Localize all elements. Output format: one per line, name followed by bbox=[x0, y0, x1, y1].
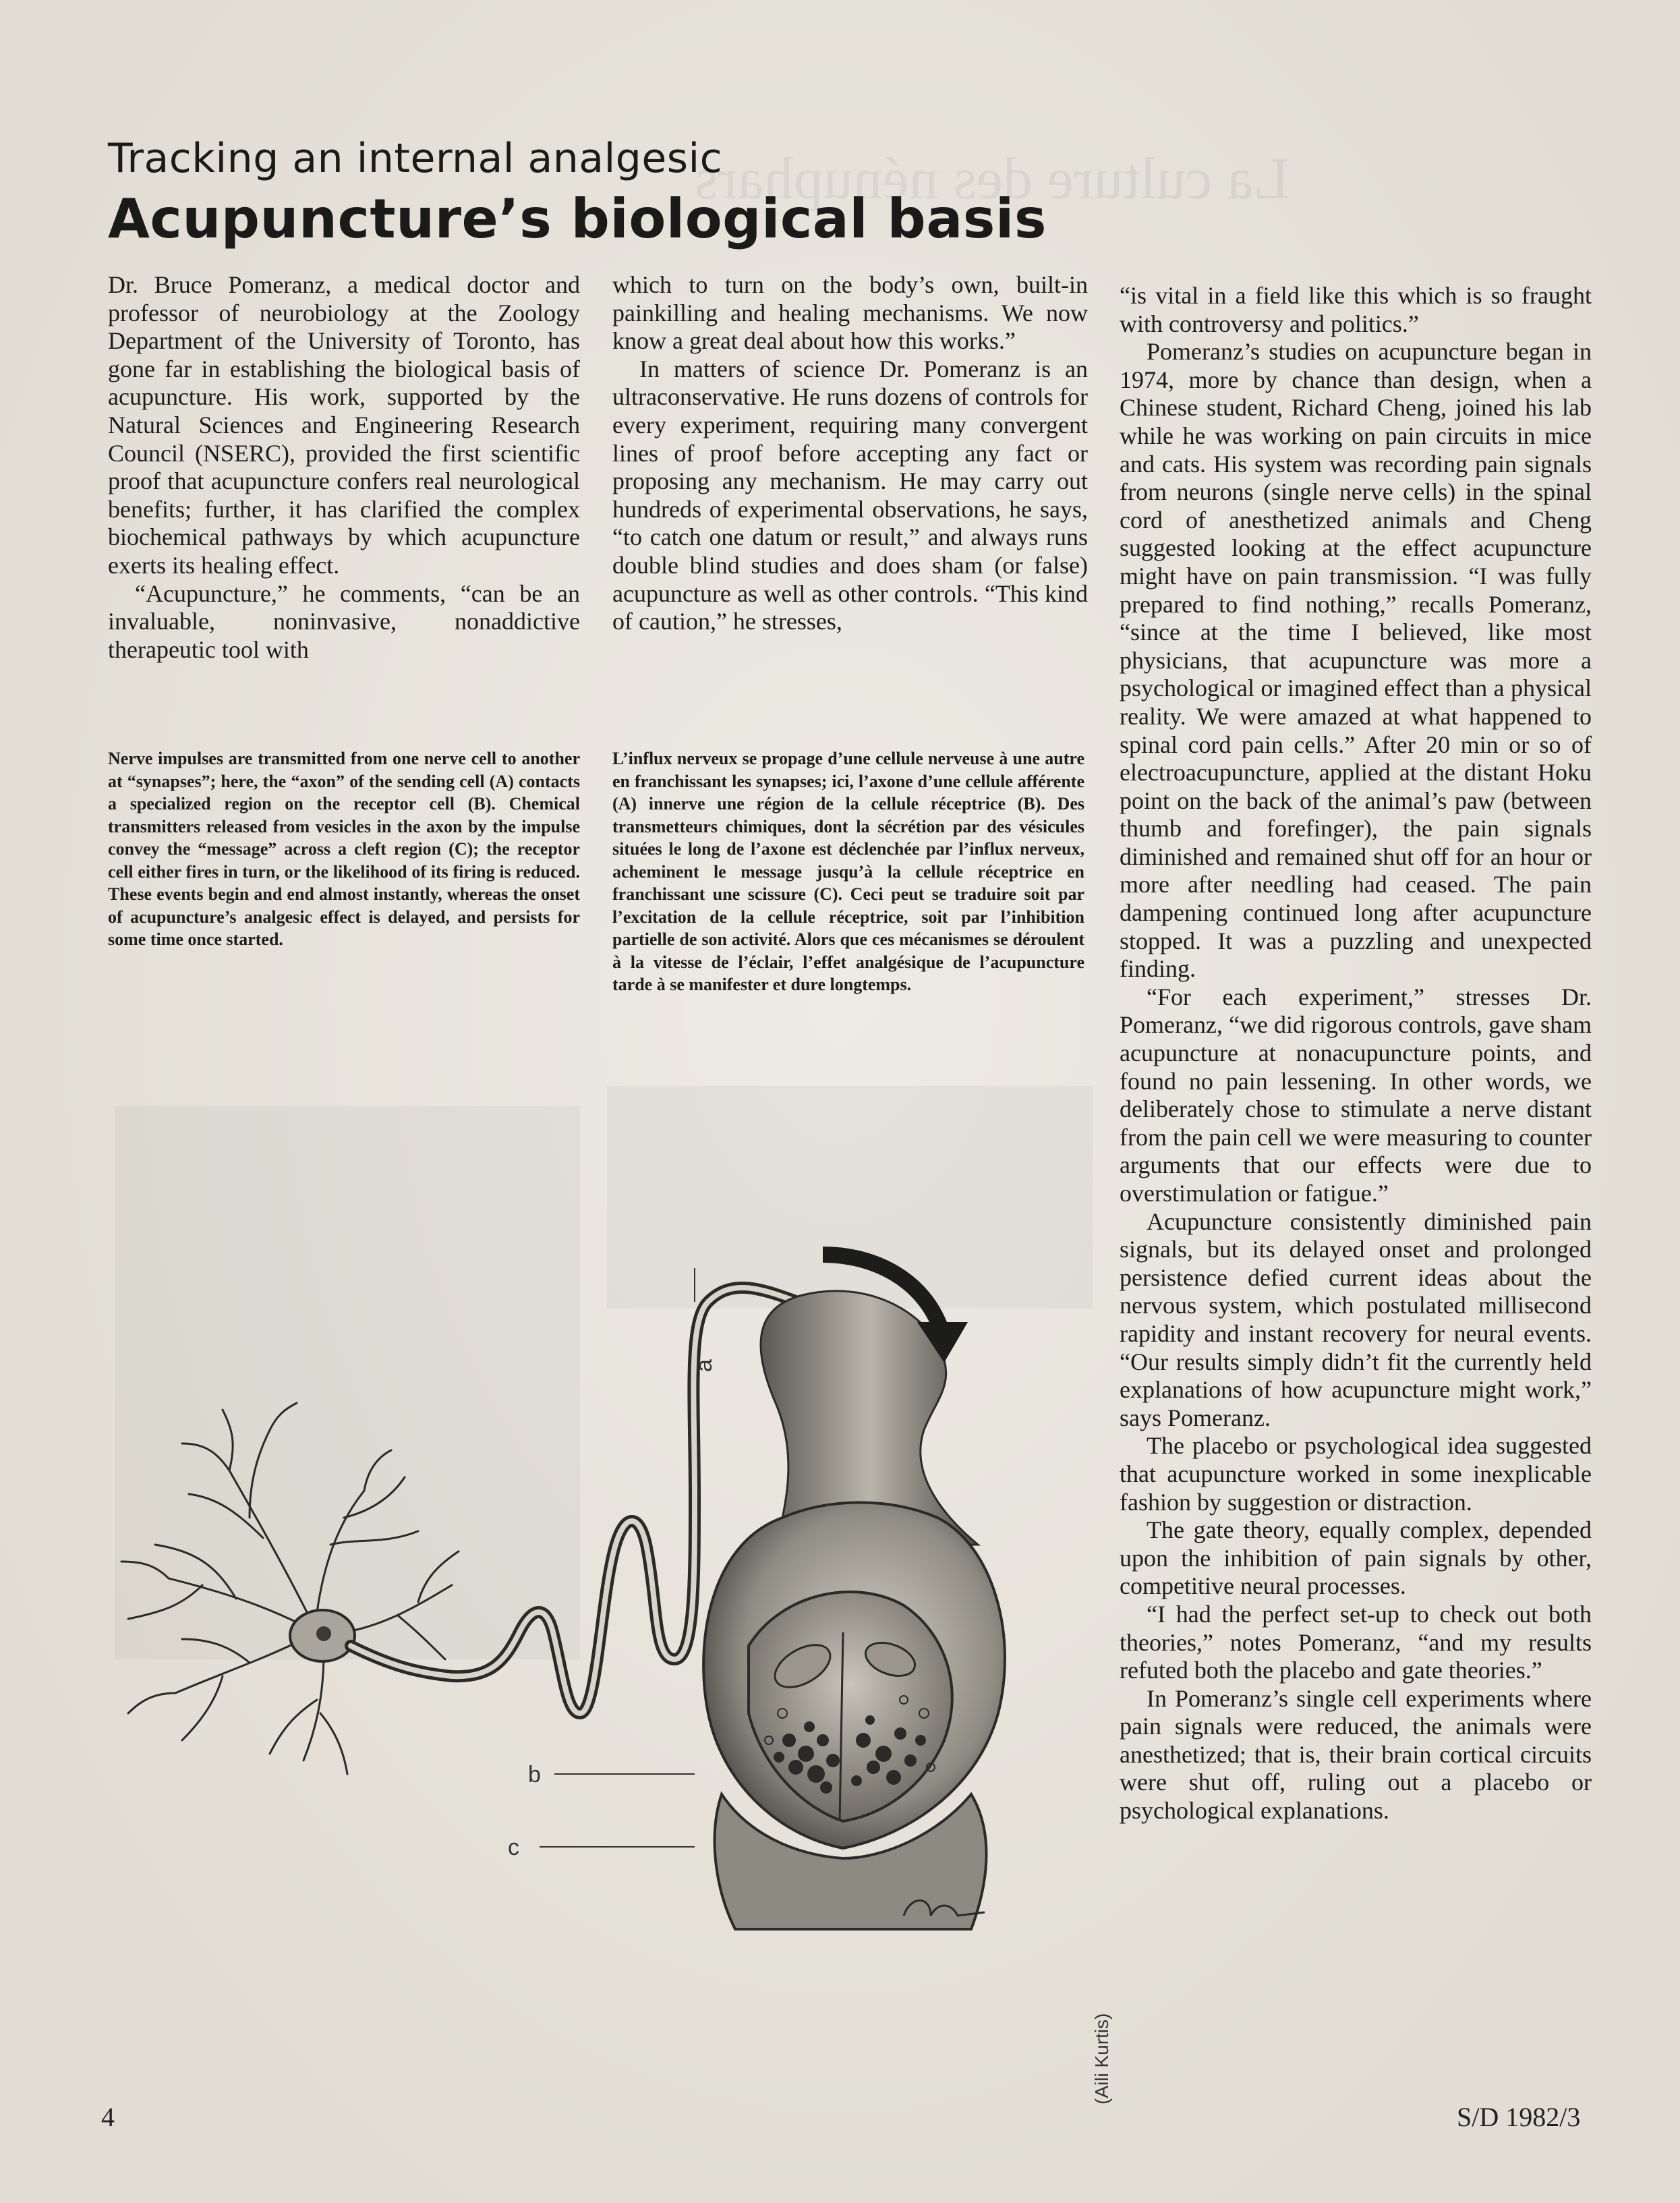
synapse-illustration bbox=[101, 1228, 1093, 1970]
headline: Acupuncture’s biological basis bbox=[108, 188, 1047, 250]
label-a: a bbox=[691, 1359, 717, 1372]
caption-french: L’influx nerveux se propage d’une cellule nerveuse à une autre en franchissant les synapses; ici, l’axone d’une cellule afférente (A) innerve une région de la cellule réceptrice (B). Des transmetteurs chimiques, dont la sécrétion par des vésicules situées le long de l’axone est déclenchée par l’influx nerveux, acheminent le message jusqu’à la cellule réceptrice en franchissant une scissure (C). Ceci peut se traduire soit par l’excitation de la cellule réceptrice, soit par l’inhibition partielle de son activité. Alors que ces mécanismes se déroulent à la vitesse de l’éclair, l’effet analgésique de l’acupuncture tarde à se manifester et dure longtemps. bbox=[612, 749, 1084, 994]
body-column-3 bbox=[1120, 282, 1592, 1825]
kicker: Tracking an internal analgesic bbox=[108, 135, 723, 182]
paragraph: “Acupuncture,” he comments, “can be an invaluable, noninvasive, nonaddictive therapeutic tool with bbox=[108, 579, 580, 663]
paragraph: “I had the perfect set-up to check out both theories,” notes Pomeranz, “and my results refuted both the placebo and gate theories.” bbox=[1120, 1600, 1592, 1684]
paragraph: “is vital in a field like this which is so fraught with controversy and politics.” bbox=[1120, 282, 1592, 337]
paragraph: The placebo or psychological idea suggested that acupuncture worked in some inexplicable fashion by suggestion or distraction. bbox=[1120, 1432, 1592, 1516]
issue-label: S/D 1982/3 bbox=[1457, 2102, 1581, 2132]
paragraph: which to turn on the body’s own, built-in painkilling and healing mechanisms. We now know a great deal about how this works.” bbox=[612, 271, 1088, 355]
body-column-1 bbox=[108, 271, 580, 664]
paragraph: The gate theory, equally complex, depended upon the inhibition of pain signals by other, competitive neural processes. bbox=[1120, 1516, 1592, 1600]
body-column-2 bbox=[612, 271, 1088, 636]
label-c: c bbox=[508, 1835, 519, 1860]
paragraph: In Pomeranz’s single cell experiments where pain signals were reduced, the animals were anesthetized; that is, their brain cortical circuits were shut off, ruling out a placebo or psychological explanations. bbox=[1120, 1684, 1592, 1825]
paragraph: Pomeranz’s studies on acupuncture began in 1974, more by chance than design, when a Chinese student, Richard Cheng, joined his lab while he was working on pain circuits in mice and cats. His system was recording pain signals from neurons (single nerve cells) in the spinal cord of anesthetized animals and Cheng suggested looking at the effect acupuncture might have on pain transmission. “I was fully prepared to find nothing,” recalls Pomeranz, “since at the time I believed, like most physicians, that acupuncture was more a psychological or imagined effect than a physical reality. We were amazed at what happened to spinal cord pain cells.” After 20 min or so of electroacupuncture, applied at the distant Hoku point on the back of the animal’s paw (between thumb and forefinger), the pain signals diminished and remained shut off for an hour or more after needling had ceased. The pain dampening continued long after acupuncture stopped. It was a puzzling and unexpected finding. bbox=[1120, 338, 1592, 983]
paragraph: Acupuncture consistently diminished pain signals, but its delayed onset and prolonged persistence defied current ideas about the nervous system, which postulated millisecond rapidity and instant recovery for neural events. “Our results simply didn’t fit the currently held explanations of how acupuncture might work,” says Pomeranz. bbox=[1120, 1207, 1592, 1431]
paragraph: In matters of science Dr. Pomeranz is an ultraconservative. He runs dozens of controls for every experiment, requiring many convergent lines of proof before accepting any fact or proposing any mechanism. He may carry out hundreds of experimental observations, he says, “to catch one datum or result,” and always runs double blind studies and does sham (or false) acupuncture as well as other controls. “This kind of caution,” he stresses, bbox=[612, 355, 1088, 635]
caption-english: Nerve impulses are transmitted from one nerve cell to another at “synapses”; here, the “axon” of the sending cell (A) contacts a specialized region on the receptor cell (B). Chemical transmitters released from vesicles in the axon by the impulse convey the “message” across a cleft region (C); the receptor cell either fires in turn, or the likelihood of its firing is reduced. These events begin and end almost instantly, whereas the onset of acupuncture’s analgesic effect is delayed, and persists for some time once started. bbox=[108, 749, 580, 949]
page-number: 4 bbox=[101, 2102, 115, 2132]
bleed-through-text: La culture des nénuphars bbox=[695, 146, 1290, 212]
paragraph: “For each experiment,” stresses Dr. Pomeranz, “we did rigorous controls, gave sham acupuncture at nonacupuncture points, and found no pain lessening. In other words, we deliberately chose to stimulate a nerve distant from the pain cell we were measuring to counter arguments that our effects were due to overstimulation or fatigue.” bbox=[1120, 983, 1592, 1207]
neuron-dendrites bbox=[121, 1403, 459, 1774]
label-b: b bbox=[528, 1762, 541, 1787]
paragraph: Dr. Bruce Pomeranz, a medical doctor and professor of neurobiology at the Zoology Department of the University of Toronto, has gone far in establishing the biological basis of acupuncture. His work, supported by the Natural Sciences and Engineering Research Council (NSERC), provided the first scientific proof that acupuncture confers real neurological benefits; further, it has clarified the complex biochemical pathways by which acupuncture exerts its healing effect. bbox=[108, 271, 580, 579]
photo-credit: (Aili Kurtis) bbox=[1091, 2013, 1112, 2105]
